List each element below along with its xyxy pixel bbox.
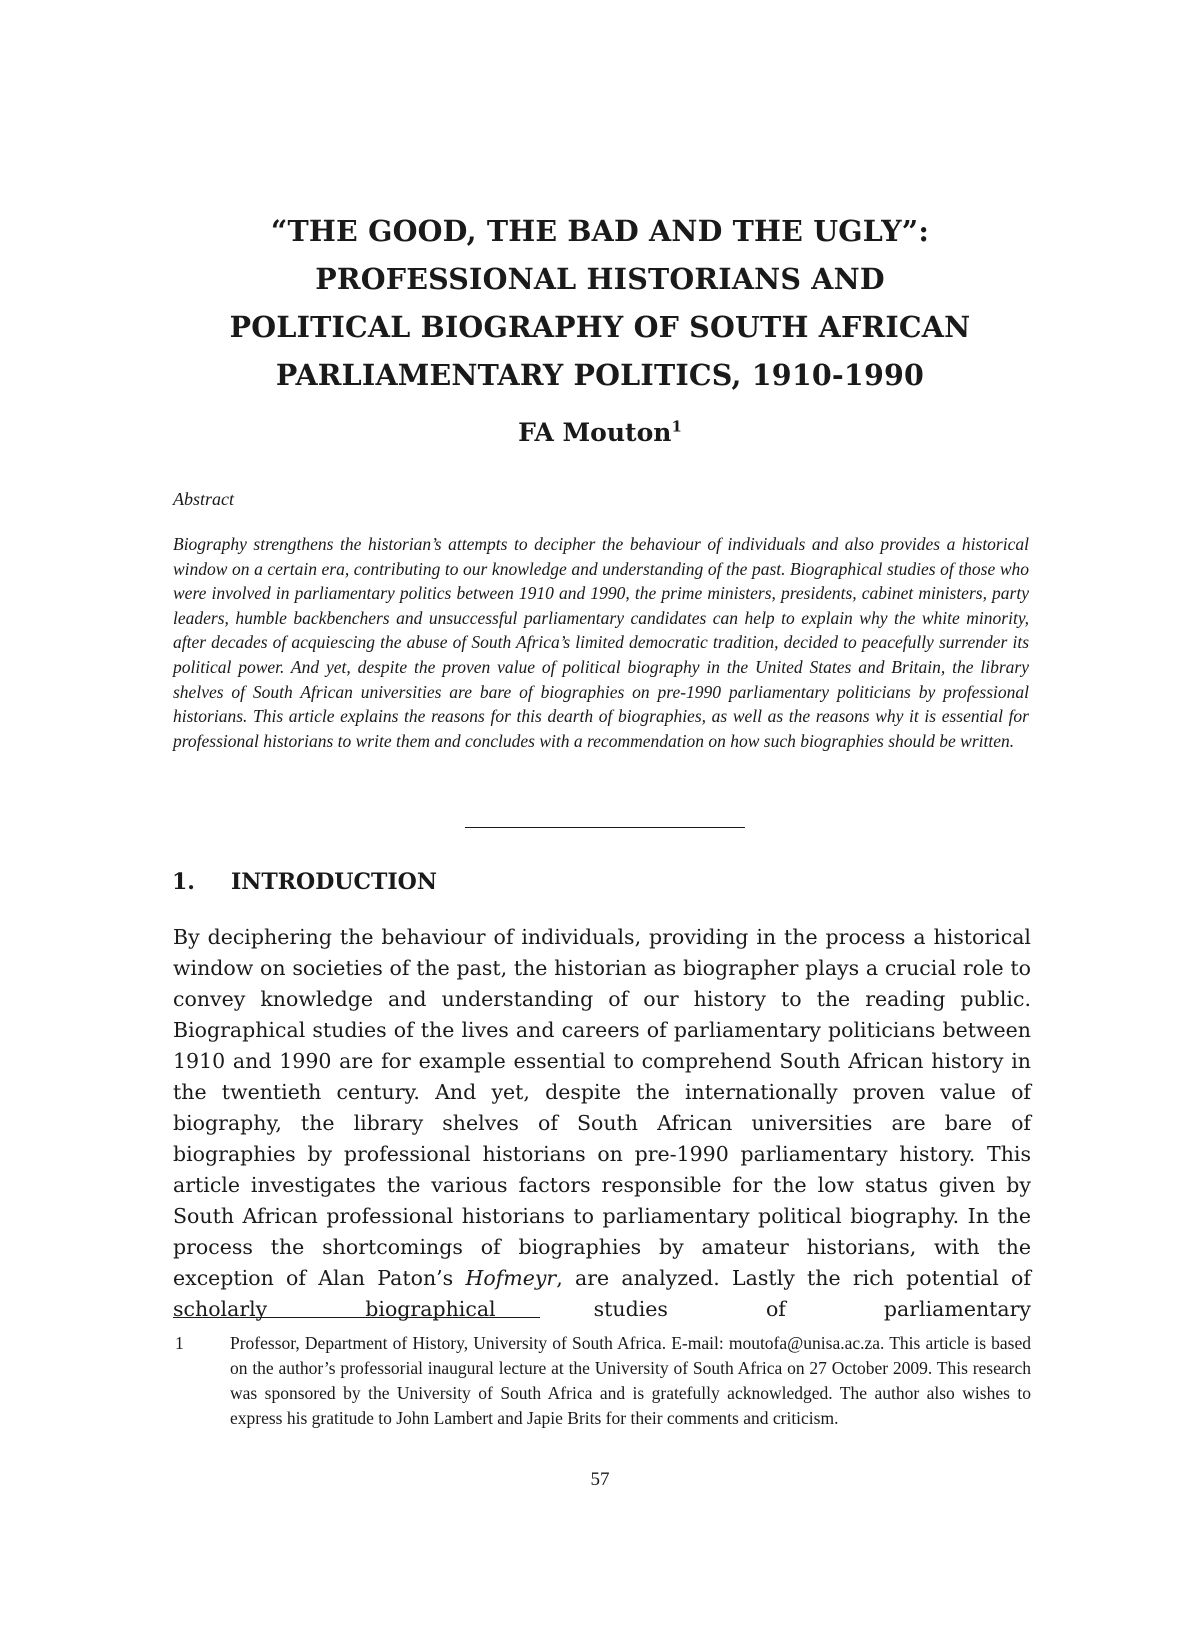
body-paragraph	[173, 922, 1031, 1325]
title-line-2: PROFESSIONAL HISTORIANS AND	[315, 262, 885, 296]
body-text-part-2: , are analyzed. Lastly the rich potential of scholarly biographical studies of parliamentary	[173, 1266, 1031, 1321]
author-line	[150, 416, 1050, 450]
title-line-3: POLITICAL BIOGRAPHY OF SOUTH AFRICAN	[229, 310, 971, 344]
section-number: 1.	[172, 869, 195, 895]
page-number: 57	[590, 1469, 610, 1490]
abstract-label: Abstract	[173, 489, 234, 509]
section-heading	[172, 867, 437, 897]
abstract-divider	[465, 827, 745, 828]
abstract-text: Biography strengthens the historian’s attempts to decipher the behaviour of individuals and also provides a historical window on a certain era, contributing to our knowledge and understanding of the past. Biographical studies of those who were involved in parliamentary politics between 1910 and 1990, the prime ministers, presidents, cabinet ministers, party leaders, humble backbenchers and unsuccessful parliamentary candidates can help to explain why the white minority, after decades of acquiescing the abuse of South Africa’s limited democratic tradition, decided to peacefully surrender its political power. And yet, despite the proven value of political biography in the United States and Britain, the library shelves of South African universities are bare of biographies on pre-1990 parliamentary politicians by professional historians. This article explains the reasons for this dearth of biographies, as well as the reasons why it is essential for professional historians to write them and concludes with a recommendation on how such biographies should be written.	[173, 534, 1029, 751]
article-title	[150, 207, 1050, 399]
author-name: FA Mouton	[518, 418, 672, 447]
footnote-text: Professor, Department of History, University of South Africa. E-mail: moutofa@unisa.ac.za. This article is based on the author’s professorial inaugural lecture at the University of South Africa on 27 October 2009. This research was sponsored by the University of South Africa and is gratefully acknowledged. The author also wishes to express his gratitude to John Lambert and Japie Brits for their comments and criticism.	[230, 1333, 1031, 1428]
footnote	[173, 1331, 1031, 1431]
section-title: INTRODUCTION	[231, 869, 437, 895]
title-line-1: “THE GOOD, THE BAD AND THE UGLY”:	[270, 214, 930, 248]
author-footnote-marker[interactable]: 1	[671, 417, 682, 436]
book-title-hofmeyr: Hofmeyr	[465, 1266, 557, 1290]
footnote-divider	[173, 1317, 540, 1318]
title-line-4: PARLIAMENTARY POLITICS, 1910-1990	[275, 358, 925, 392]
body-text-part-1: By deciphering the behaviour of individuals, providing in the process a historical window on societies of the past, the historian as biographer plays a crucial role to convey knowledge and understanding of our history to the reading public. Biographical studies of the lives and careers of parliamentary politicians between 1910 and 1990 are for example essential to comprehend South African history in the twentieth century. And yet, despite the internationally proven value of biography, the library shelves of South African universities are bare of biographies by professional historians on pre-1990 parliamentary history. This article investigates the various factors responsible for the low status given by South African professional historians to parliamentary political biography. In the process the shortcomings of biographies by amateur historians, with the exception of Alan Paton’s	[173, 925, 1031, 1290]
footnote-number: 1	[175, 1333, 184, 1353]
